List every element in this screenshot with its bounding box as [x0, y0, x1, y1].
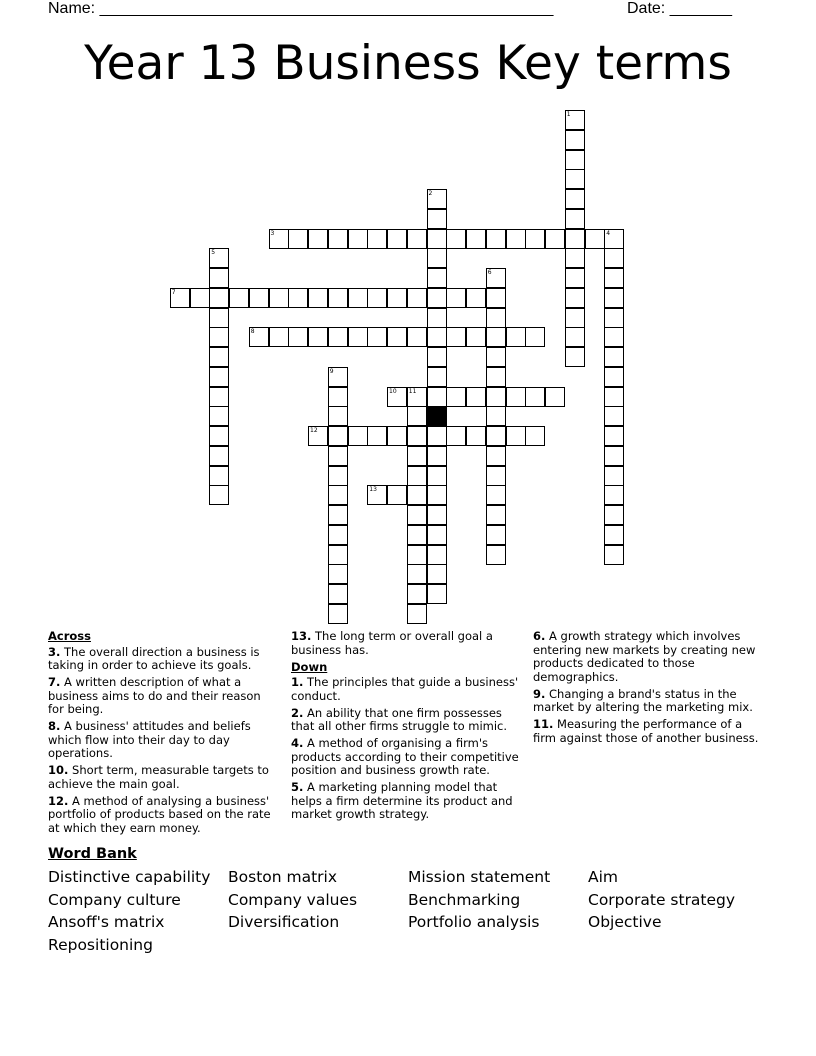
- clue-number: 2: [428, 190, 433, 197]
- crossword-cell[interactable]: [486, 446, 506, 466]
- clue-text: A written description of what a business aims to do and their reason for being.: [48, 675, 261, 716]
- crossword-cell[interactable]: [427, 466, 447, 486]
- crossword-cell[interactable]: [525, 229, 545, 249]
- word-bank-item: Corporate strategy: [588, 890, 736, 909]
- clue-number: 9: [329, 367, 334, 375]
- clue-text: An ability that one firm possesses that all other firms struggle to mimic.: [291, 705, 508, 733]
- crossword-cell[interactable]: [565, 150, 585, 170]
- crossword-cell[interactable]: [446, 426, 466, 446]
- crossword-cell[interactable]: [407, 387, 427, 407]
- crossword-cell[interactable]: [407, 466, 427, 486]
- crossword-cell[interactable]: [604, 466, 624, 486]
- clue-item: [291, 781, 526, 822]
- crossword-cell[interactable]: [209, 308, 229, 328]
- crossword-cell[interactable]: [328, 584, 348, 604]
- clue-number: 7: [171, 288, 176, 296]
- crossword-cell[interactable]: [604, 347, 624, 367]
- clue-number: 5: [211, 249, 216, 257]
- crossword-cell[interactable]: [466, 327, 486, 347]
- clue-number-label: 13.: [291, 629, 312, 643]
- crossword-cell[interactable]: [407, 584, 427, 604]
- clue-item: [48, 764, 280, 791]
- crossword-cell[interactable]: [604, 248, 624, 268]
- crossword-cell[interactable]: [486, 525, 506, 545]
- crossword-cell[interactable]: [209, 406, 229, 426]
- clue-text: The long term or overall goal a business has.: [291, 629, 493, 657]
- crossword-cell[interactable]: [308, 288, 328, 308]
- crossword-cell[interactable]: [249, 327, 269, 347]
- crossword-cell[interactable]: [486, 426, 506, 446]
- crossword-cell[interactable]: [565, 248, 585, 268]
- crossword-cell[interactable]: [427, 485, 447, 505]
- crossword-cell[interactable]: [486, 288, 506, 308]
- crossword-cell[interactable]: [407, 406, 427, 426]
- crossword-cell[interactable]: [190, 288, 210, 308]
- crossword-cell[interactable]: [427, 288, 447, 308]
- clue-number-label: 7.: [48, 675, 61, 689]
- crossword-cell[interactable]: [427, 308, 447, 328]
- crossword-cell[interactable]: [407, 288, 427, 308]
- crossword-cell[interactable]: [565, 308, 585, 328]
- crossword-cell[interactable]: [427, 209, 447, 229]
- crossword-cell[interactable]: [387, 426, 407, 446]
- crossword-cell[interactable]: [308, 426, 328, 446]
- crossword-cell[interactable]: [348, 288, 368, 308]
- crossword-cell[interactable]: [486, 229, 506, 249]
- crossword-cell[interactable]: [427, 229, 447, 249]
- crossword-cell[interactable]: [209, 248, 229, 268]
- word-bank-item: Aim: [588, 868, 619, 886]
- crossword-cell[interactable]: [209, 367, 229, 387]
- word-bank-item: Boston matrix: [228, 868, 338, 886]
- crossword-cell[interactable]: [427, 367, 447, 387]
- clue-number-label: 12.: [48, 793, 69, 808]
- crossword-cell[interactable]: [604, 229, 624, 249]
- word-bank-item: Company culture: [48, 890, 181, 909]
- crossword-cell[interactable]: [486, 545, 506, 565]
- clue-number-label: 3.: [48, 644, 61, 659]
- crossword-cell[interactable]: [328, 525, 348, 545]
- crossword-cell[interactable]: [328, 485, 348, 505]
- crossword-cell[interactable]: [209, 485, 229, 505]
- clue-number-label: 11.: [533, 717, 554, 731]
- crossword-cell[interactable]: [427, 545, 447, 565]
- crossword-cell[interactable]: [308, 327, 328, 347]
- crossword-cell[interactable]: [407, 446, 427, 466]
- crossword-cell[interactable]: [604, 426, 624, 446]
- crossword-cell[interactable]: [170, 288, 190, 308]
- clue-number: 6: [487, 269, 492, 276]
- clues-column-2: [291, 630, 526, 825]
- word-bank-item: Benchmarking: [408, 890, 521, 909]
- crossword-cell[interactable]: [604, 387, 624, 407]
- clue-number: 3: [270, 229, 275, 237]
- crossword-cell[interactable]: [348, 327, 368, 347]
- clue-number-label: 8.: [48, 719, 61, 733]
- clue-number-label: 4.: [291, 736, 304, 750]
- crossword-cell[interactable]: [427, 505, 447, 525]
- crossword-cell[interactable]: [209, 387, 229, 407]
- clue-item: [291, 630, 526, 657]
- crossword-cell[interactable]: [209, 466, 229, 486]
- clue-text: The principles that guide a business' conduct.: [291, 675, 519, 703]
- word-bank-item: Repositioning: [48, 935, 153, 954]
- crossword-cell[interactable]: [446, 229, 466, 249]
- clue-number-label: 1.: [291, 675, 304, 689]
- clue-item: [533, 718, 768, 745]
- down-heading: Down: [291, 659, 328, 674]
- word-bank-item: Distinctive capability: [48, 868, 211, 886]
- crossword-cell[interactable]: [427, 387, 447, 407]
- crossword-cell[interactable]: [506, 229, 526, 249]
- crossword-cell[interactable]: [387, 327, 407, 347]
- crossword-cell[interactable]: [269, 327, 289, 347]
- crossword-cell[interactable]: [328, 406, 348, 426]
- crossword-cell[interactable]: [209, 268, 229, 288]
- clue-number-label: 2.: [291, 705, 304, 720]
- clue-item: [533, 630, 768, 684]
- crossword-cell[interactable]: [427, 347, 447, 367]
- clue-number-label: 10.: [48, 763, 69, 777]
- clue-number-label: 5.: [291, 780, 304, 794]
- crossword-cell[interactable]: [486, 406, 506, 426]
- crossword-cell[interactable]: [466, 426, 486, 446]
- crossword-cell[interactable]: [328, 288, 348, 308]
- clue-text: A method of organising a firm's products according to their competitive position and business growth rate.: [291, 736, 519, 777]
- crossword-cell[interactable]: [545, 229, 565, 249]
- crossword-cell[interactable]: [604, 367, 624, 387]
- crossword-cell[interactable]: [407, 327, 427, 347]
- crossword-cell[interactable]: [604, 525, 624, 545]
- crossword-cell[interactable]: [328, 426, 348, 446]
- crossword-cell[interactable]: [506, 387, 526, 407]
- crossword-cell[interactable]: [427, 525, 447, 545]
- date-field-label: Date: _______: [627, 0, 732, 17]
- crossword-cell[interactable]: [486, 347, 506, 367]
- clue-number: 13: [369, 486, 377, 494]
- crossword-cell[interactable]: [604, 505, 624, 525]
- word-bank-item: Mission statement: [408, 868, 551, 886]
- crossword-cell[interactable]: [486, 268, 506, 288]
- clues-column-3: [533, 630, 768, 749]
- crossword-cell[interactable]: [407, 485, 427, 505]
- crossword-cell[interactable]: [604, 545, 624, 565]
- crossword-cell[interactable]: [427, 426, 447, 446]
- crossword-cell[interactable]: [407, 564, 427, 584]
- crossword-cell[interactable]: [604, 406, 624, 426]
- crossword-cell[interactable]: [328, 327, 348, 347]
- crossword-cell[interactable]: [545, 387, 565, 407]
- crossword-cell[interactable]: [565, 347, 585, 367]
- crossword-cell[interactable]: [427, 248, 447, 268]
- clue-number: 8: [250, 328, 255, 336]
- crossword-cell[interactable]: [427, 584, 447, 604]
- crossword-cell[interactable]: [486, 505, 506, 525]
- clue-text: A marketing planning model that helps a firm determine its product and market growth strategy.: [291, 780, 513, 821]
- crossword-black-cell: [427, 406, 447, 426]
- crossword-cell[interactable]: [466, 288, 486, 308]
- clue-text: A method of analysing a business' portfolio of products based on the rate at which they earn money.: [48, 793, 271, 835]
- crossword-cell[interactable]: [367, 229, 387, 249]
- crossword-cell[interactable]: [269, 288, 289, 308]
- crossword-cell[interactable]: [209, 426, 229, 446]
- word-bank-item: Company values: [228, 890, 358, 909]
- across-heading: Across: [48, 629, 91, 643]
- word-bank-item: Diversification: [228, 913, 340, 932]
- crossword-cell[interactable]: [585, 229, 605, 249]
- crossword-cell[interactable]: [328, 387, 348, 407]
- crossword-cell[interactable]: [446, 327, 466, 347]
- crossword-cell[interactable]: [288, 327, 308, 347]
- clues-column-1: [48, 630, 280, 839]
- crossword-cell[interactable]: [229, 288, 249, 308]
- crossword-cell[interactable]: [328, 545, 348, 565]
- clue-number: 4: [606, 229, 611, 237]
- crossword-cell[interactable]: [427, 268, 447, 288]
- clue-item: [48, 720, 280, 761]
- word-bank-item: Portfolio analysis: [408, 913, 540, 932]
- crossword-cell[interactable]: [209, 327, 229, 347]
- crossword-cell[interactable]: [367, 426, 387, 446]
- crossword-cell[interactable]: [427, 327, 447, 347]
- crossword-cell[interactable]: [427, 446, 447, 466]
- clue-text: Measuring the performance of a firm against those of another business.: [533, 717, 759, 745]
- clue-item: [291, 737, 526, 778]
- crossword-cell[interactable]: [486, 466, 506, 486]
- crossword-cell[interactable]: [506, 426, 526, 446]
- crossword-cell[interactable]: [427, 189, 447, 209]
- crossword-cell[interactable]: [407, 426, 427, 446]
- word-bank-item: Ansoff's matrix: [48, 913, 165, 932]
- crossword-cell[interactable]: [525, 327, 545, 347]
- crossword-cell[interactable]: [308, 229, 328, 249]
- crossword-cell[interactable]: [565, 268, 585, 288]
- crossword-cell[interactable]: [288, 288, 308, 308]
- crossword-cell[interactable]: [328, 604, 348, 624]
- crossword-cell[interactable]: [209, 288, 229, 308]
- crossword-cell[interactable]: [328, 505, 348, 525]
- crossword-cell[interactable]: [328, 564, 348, 584]
- crossword-cell[interactable]: [367, 485, 387, 505]
- word-bank-title: Word Bank: [48, 846, 137, 862]
- crossword-cell[interactable]: [427, 564, 447, 584]
- clue-item: [48, 676, 280, 717]
- crossword-cell[interactable]: [486, 308, 506, 328]
- crossword-cell[interactable]: [604, 327, 624, 347]
- crossword-cell[interactable]: [328, 466, 348, 486]
- crossword-cell[interactable]: [348, 426, 368, 446]
- crossword-cell[interactable]: [565, 110, 585, 130]
- crossword-cell[interactable]: [565, 130, 585, 150]
- crossword-cell[interactable]: [565, 189, 585, 209]
- crossword-cell[interactable]: [328, 367, 348, 387]
- crossword-cell[interactable]: [367, 288, 387, 308]
- clue-number: 11: [408, 387, 417, 395]
- clue-item: [533, 688, 768, 715]
- crossword-cell[interactable]: [565, 229, 585, 249]
- crossword-cell[interactable]: [269, 229, 289, 249]
- crossword-cell[interactable]: [466, 387, 486, 407]
- crossword-cell[interactable]: [525, 387, 545, 407]
- crossword-cell[interactable]: [288, 229, 308, 249]
- crossword-cell[interactable]: [466, 229, 486, 249]
- crossword-cell[interactable]: [387, 387, 407, 407]
- crossword-cell[interactable]: [328, 229, 348, 249]
- clue-number: 1: [566, 111, 571, 118]
- crossword-cell[interactable]: [446, 288, 466, 308]
- page-title: Year 13 Business Key terms: [84, 36, 732, 91]
- crossword-cell[interactable]: [486, 367, 506, 387]
- crossword-cell[interactable]: [407, 525, 427, 545]
- crossword-cell[interactable]: [407, 505, 427, 525]
- crossword-cell[interactable]: [565, 288, 585, 308]
- crossword-cell[interactable]: [604, 308, 624, 328]
- clue-item: [291, 676, 526, 703]
- crossword-cell[interactable]: [486, 387, 506, 407]
- crossword-cell[interactable]: [367, 327, 387, 347]
- crossword-cell[interactable]: [348, 229, 368, 249]
- crossword-cell[interactable]: [525, 426, 545, 446]
- clue-number-label: 6.: [533, 629, 546, 643]
- word-bank-item: Objective: [588, 913, 662, 932]
- crossword-cell[interactable]: [604, 268, 624, 288]
- clue-item: [291, 707, 526, 734]
- crossword-cell[interactable]: [387, 229, 407, 249]
- clue-number: 10: [389, 387, 397, 395]
- clue-text: Changing a brand's status in the market by altering the marketing mix.: [533, 686, 753, 714]
- crossword-cell[interactable]: [407, 545, 427, 565]
- clue-number-label: 9.: [533, 686, 546, 701]
- crossword-cell[interactable]: [209, 446, 229, 466]
- clue-item: [48, 795, 280, 836]
- clue-text: The overall direction a business is taking in order to achieve its goals.: [48, 644, 260, 672]
- crossword-cell[interactable]: [486, 485, 506, 505]
- crossword-cell[interactable]: [486, 327, 506, 347]
- crossword-cell[interactable]: [446, 387, 466, 407]
- clue-item: [48, 646, 280, 673]
- crossword-cell[interactable]: [387, 288, 407, 308]
- clue-number: 12: [310, 427, 318, 434]
- clue-text: A business' attitudes and beliefs which flow into their day to day operations.: [48, 719, 251, 760]
- crossword-cell[interactable]: [604, 485, 624, 505]
- crossword-cell[interactable]: [407, 229, 427, 249]
- crossword-cell[interactable]: [506, 327, 526, 347]
- crossword-cell[interactable]: [249, 288, 269, 308]
- crossword-cell[interactable]: [565, 327, 585, 347]
- name-field-label: Name: ___________________________________________________: [48, 0, 554, 17]
- crossword-cell[interactable]: [565, 169, 585, 189]
- clue-text: A growth strategy which involves entering new markets by creating new products dedicated to those demographics.: [533, 629, 756, 684]
- crossword-cell[interactable]: [604, 288, 624, 308]
- crossword-cell[interactable]: [407, 604, 427, 624]
- crossword-cell[interactable]: [387, 485, 407, 505]
- crossword-cell[interactable]: [565, 209, 585, 229]
- crossword-cell[interactable]: [328, 446, 348, 466]
- crossword-cell[interactable]: [209, 347, 229, 367]
- crossword-cell[interactable]: [604, 446, 624, 466]
- clue-text: Short term, measurable targets to achieve the main goal.: [48, 763, 269, 791]
